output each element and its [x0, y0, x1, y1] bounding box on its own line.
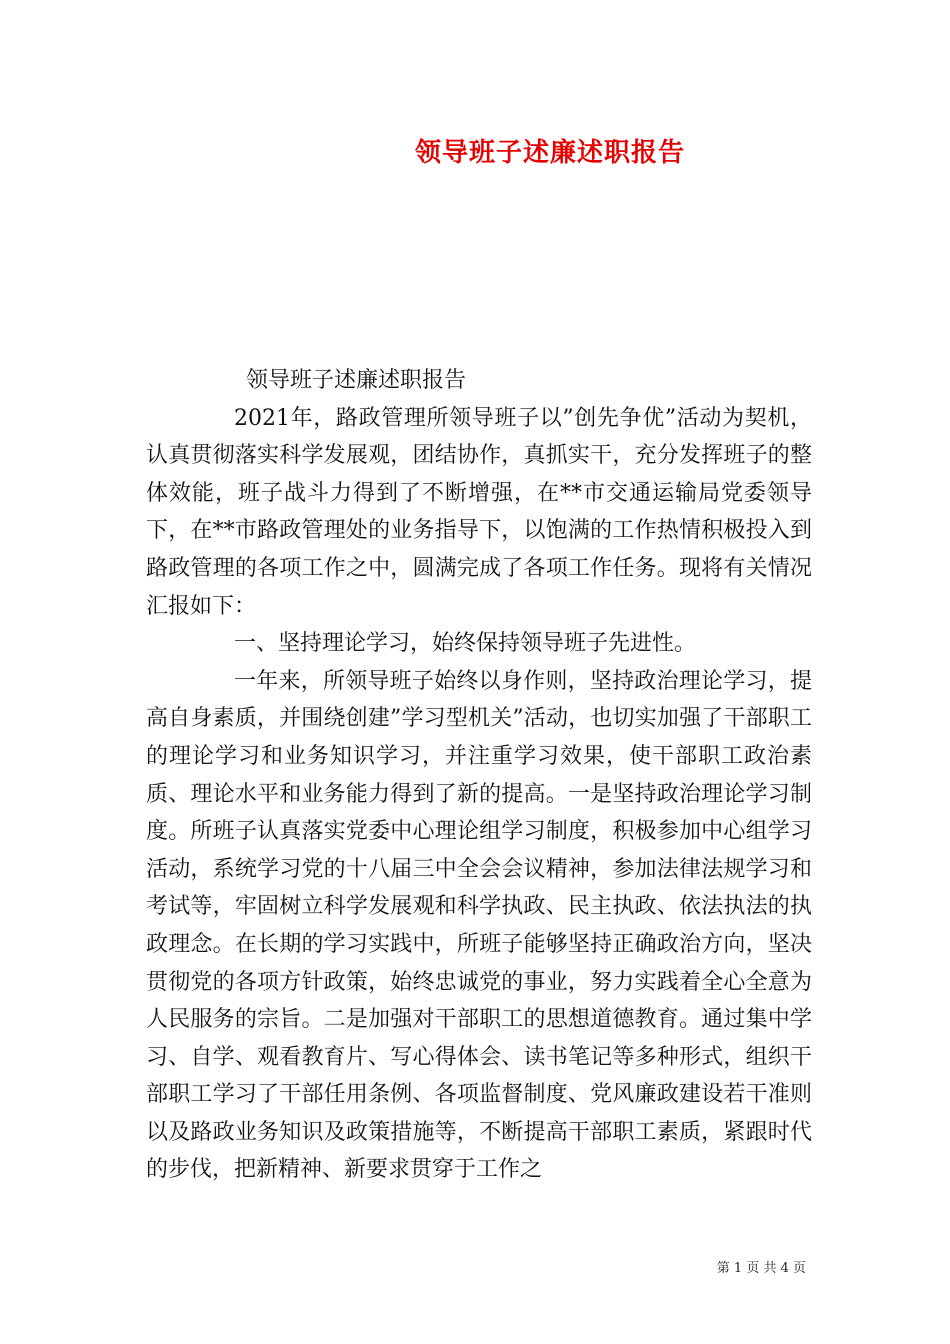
paragraph: 2021年，路政管理所领导班子以”创先争优”活动为契机，认真贯彻落实科学发展观，团结协作，真抓实干，充分发挥班子的整体效能，班子战斗力得到了不断增强，在**市交通运输局党委领导下，在**市路政管理处的业务指导下，以饱满的工作热情积极投入到路政管理的各项工作之中，圆满完成了各项工作任务。现将有关情况汇报如下： [146, 405, 812, 619]
page-number: 第 1 页 共 4 页 [716, 1261, 806, 1276]
document-heading: 领导班子述廉述职报告 [246, 368, 467, 393]
section-heading: 一、坚持理论学习，始终保持领导班子先进性。 [234, 631, 697, 657]
document-body [146, 362, 812, 1189]
page-title: 领导班子述廉述职报告 [414, 138, 685, 168]
paragraph: 一年来，所领导班子始终以身作则，坚持政治理论学习，提高自身素质，并围绕创建”学习型机关”活动，也切实加强了干部职工的理论学习和业务知识学习，并注重学习效果，使干部职工政治素质、理论水平和业务能力得到了新的提高。一是坚持政治理论学习制度。所班子认真落实党委中心理论组学习制度，积极参加中心组学习活动，系统学习党的十八届三中全会会议精神，参加法律法规学习和考试等，牢固树立科学发展观和科学执政、民主执政、依法执法的执政理念。在长期的学习实践中，所班子能够坚持正确政治方向，坚决贯彻党的各项方针政策，始终忠诚党的事业，努力实践着全心全意为人民服务的宗旨。二是加强对干部职工的思想道德教育。通过集中学习、自学、观看教育片、写心得体会、读书笔记等多种形式，组织干部职工学习了干部任用条例、各项监督制度、党风廉政建设若干准则以及路政业务知识及政策措施等，不断提高干部职工素质，紧跟时代的步伐，把新精神、新要求贯穿于工作之 [146, 668, 812, 1183]
